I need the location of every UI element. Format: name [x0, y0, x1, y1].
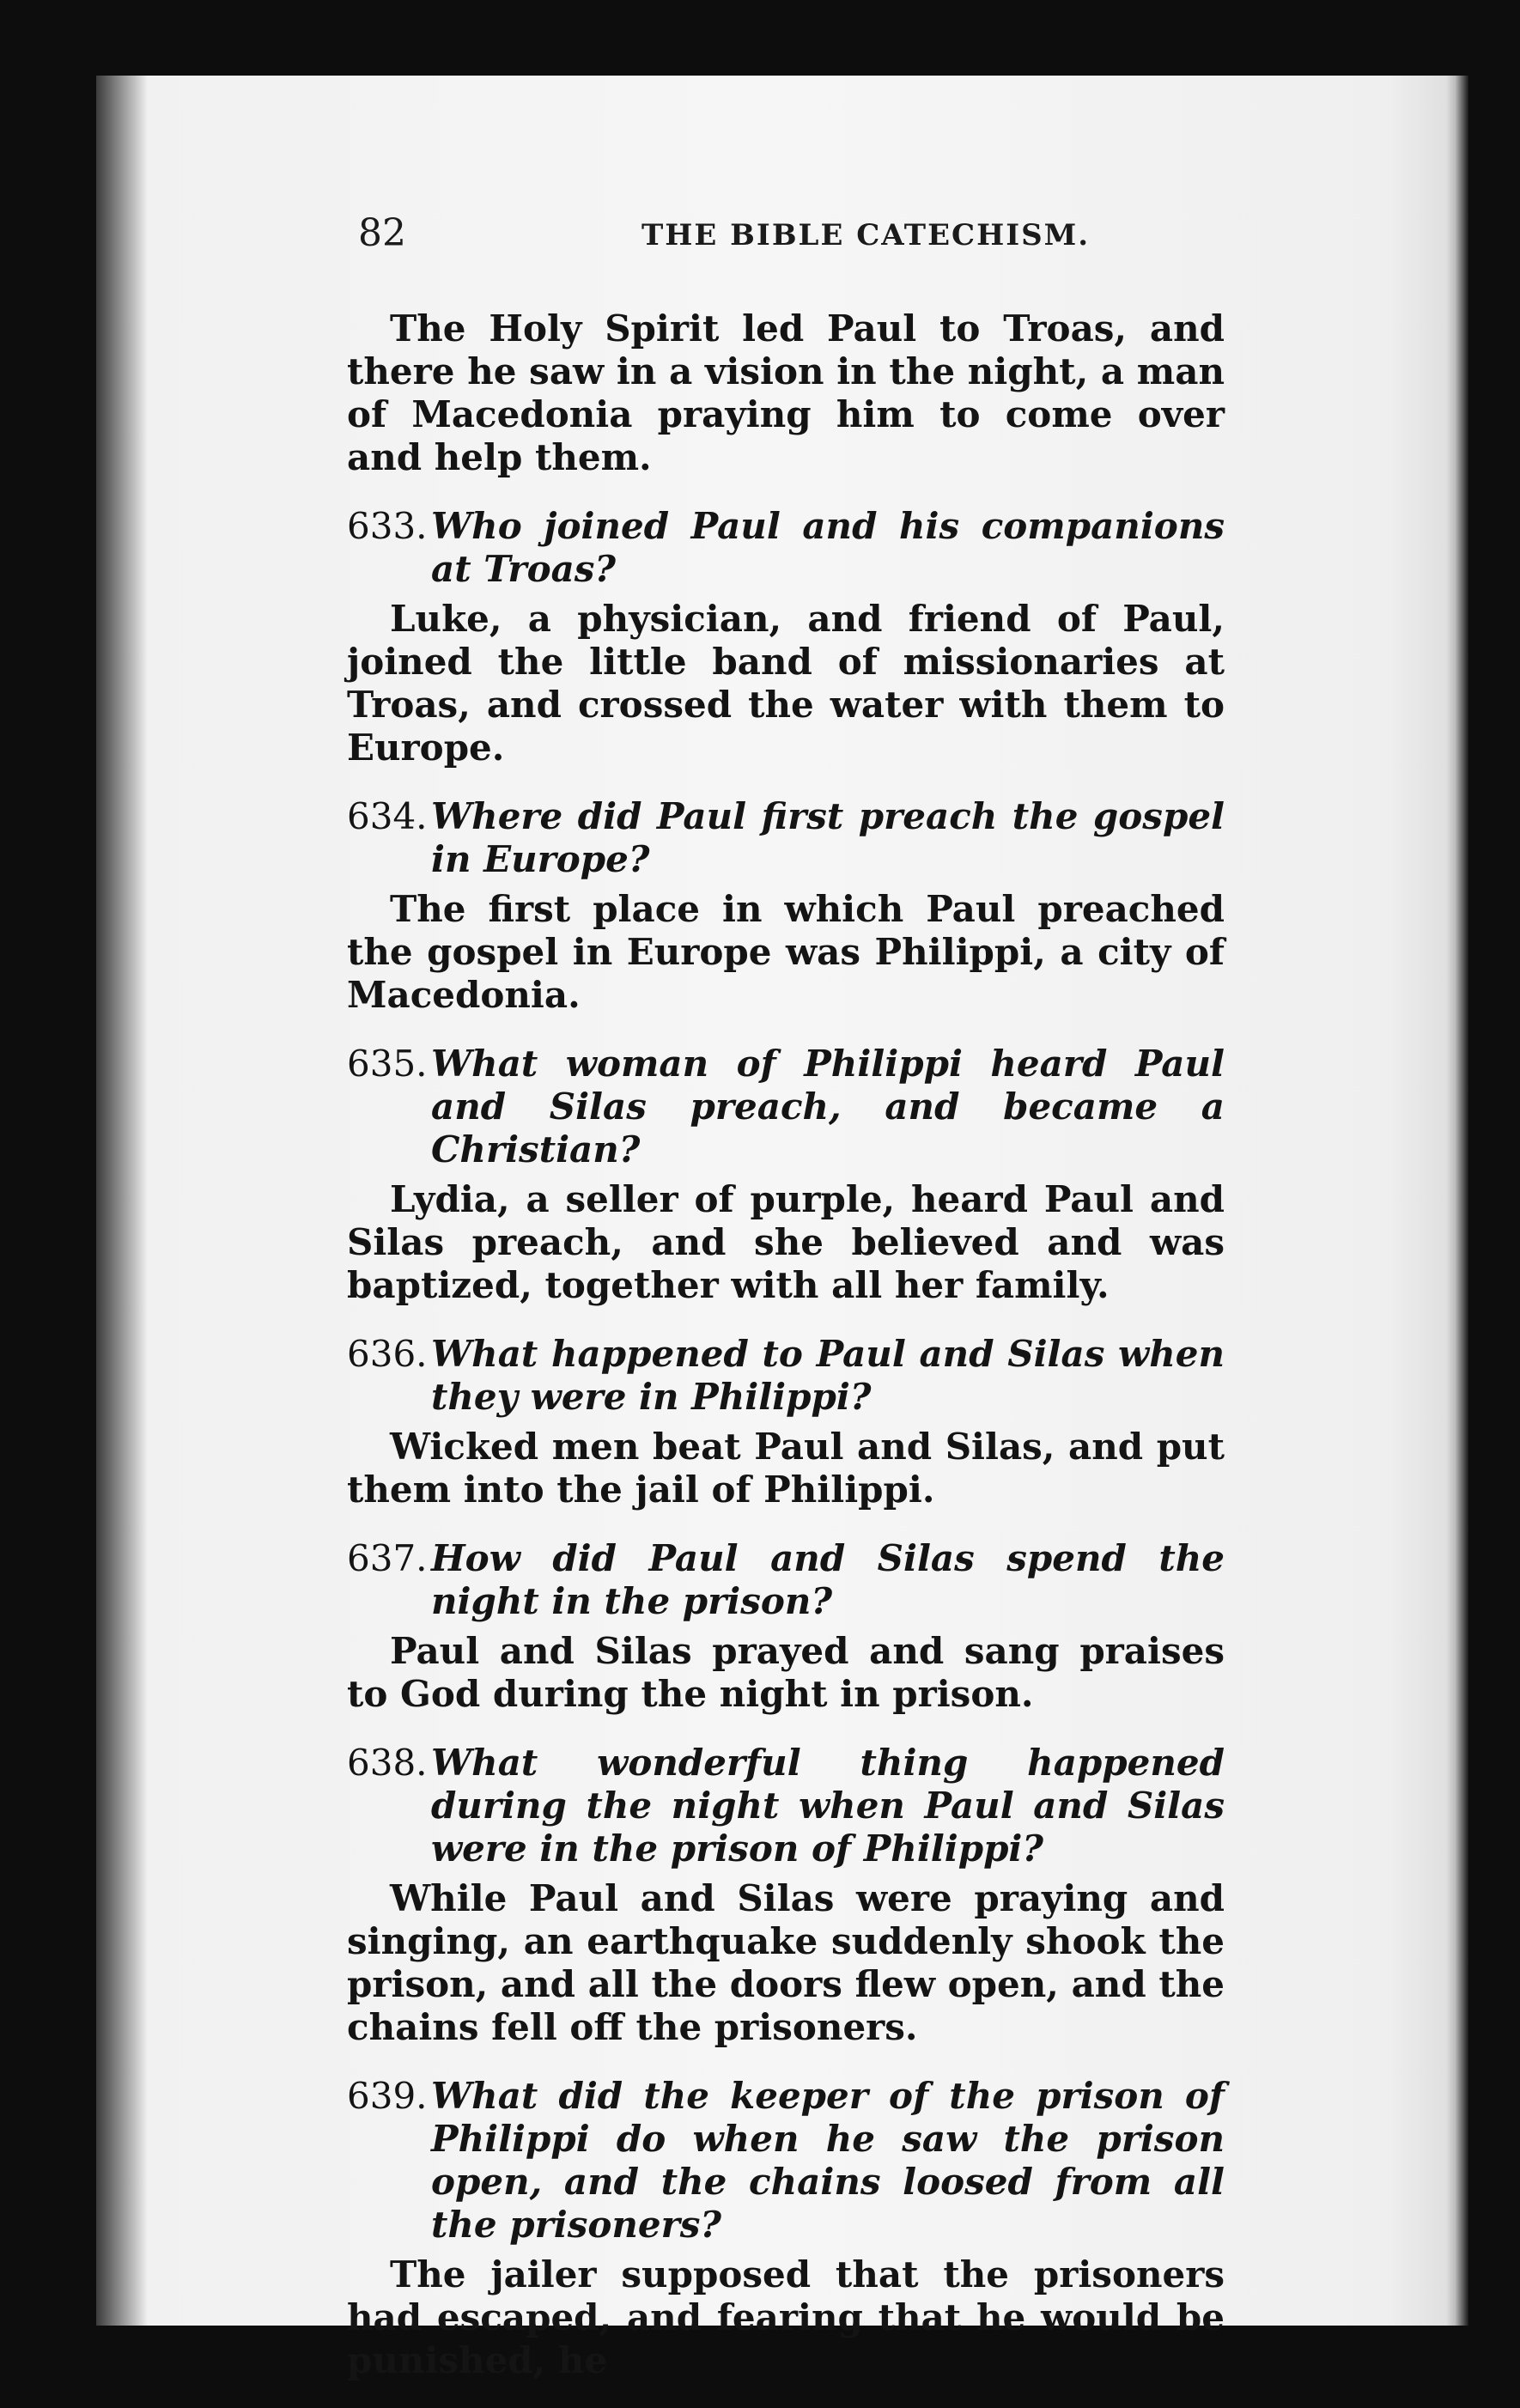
qa-item-635 — [347, 1043, 1225, 1307]
qa-item-634 — [347, 795, 1225, 1017]
question-number: 633. — [347, 505, 428, 547]
page-edge-shadow — [1446, 76, 1468, 2326]
qa-item-637 — [347, 1537, 1225, 1716]
question-number: 635. — [347, 1043, 428, 1085]
question-text: What happened to Paul and Silas when they were in Philippi? — [431, 1333, 1225, 1418]
question-text: How did Paul and Silas spend the night in the prison? — [431, 1537, 1225, 1622]
running-title: THE BIBLE CATECHISM. — [641, 218, 1091, 252]
question-number: 638. — [347, 1742, 428, 1784]
intro-paragraph: The Holy Spirit led Paul to Troas, and there he saw in a vision in the night, a man of Macedonia praying him to come over and help them. — [347, 307, 1225, 478]
page-number: 82 — [358, 211, 406, 255]
question-number: 636. — [347, 1333, 428, 1375]
answer-text: Wicked men beat Paul and Silas, and put them into the jail of Philippi. — [347, 1426, 1225, 1511]
answer-text: The first place in which Paul preached the gospel in Europe was Philippi, a city of Macedonia. — [347, 888, 1225, 1016]
running-head — [358, 211, 1217, 263]
question — [347, 1043, 1225, 1171]
question — [347, 1537, 1225, 1623]
qa-item-636 — [347, 1333, 1225, 1511]
book-page — [96, 76, 1468, 2381]
question-number: 639. — [347, 2075, 428, 2117]
question-text: What woman of Philippi heard Paul and Silas preach, and became a Christian? — [431, 1043, 1225, 1171]
question — [347, 795, 1225, 881]
page-binding-shadow — [96, 76, 148, 2326]
answer-text: Lydia, a seller of purple, heard Paul and Silas preach, and she believed and was baptized, together with all her family. — [347, 1178, 1225, 1306]
question-number: 634. — [347, 795, 428, 837]
question-number: 637. — [347, 1537, 428, 1579]
question-text: Who joined Paul and his companions at Troas? — [431, 505, 1225, 590]
question-text: What wonderful thing happened during the night when Paul and Silas were in the prison of Philippi? — [431, 1742, 1225, 1870]
answer-text: Luke, a physician, and friend of Paul, joined the little band of missionaries at Troas, and crossed the water with them to Europe. — [347, 598, 1225, 769]
question — [347, 1742, 1225, 1870]
question — [347, 505, 1225, 591]
question — [347, 1333, 1225, 1419]
page-content — [347, 307, 1225, 2408]
qa-item-633 — [347, 505, 1225, 769]
qa-item-639 — [347, 2075, 1225, 2382]
answer-text: While Paul and Silas were praying and singing, an earthquake suddenly shook the prison, and all the doors flew open, and the chains fell off the prisoners. — [347, 1877, 1225, 2048]
question — [347, 2075, 1225, 2247]
question-text: What did the keeper of the prison of Philippi do when he saw the prison open, and the chains loosed from all the prisoners? — [431, 2075, 1225, 2246]
answer-text: Paul and Silas prayed and sang praises to God during the night in prison. — [347, 1630, 1225, 1715]
answer-text: The jailer supposed that the prisoners had escaped, and fearing that he would be punished, he — [347, 2253, 1225, 2381]
qa-item-638 — [347, 1742, 1225, 2049]
question-text: Where did Paul first preach the gospel in Europe? — [431, 795, 1225, 880]
